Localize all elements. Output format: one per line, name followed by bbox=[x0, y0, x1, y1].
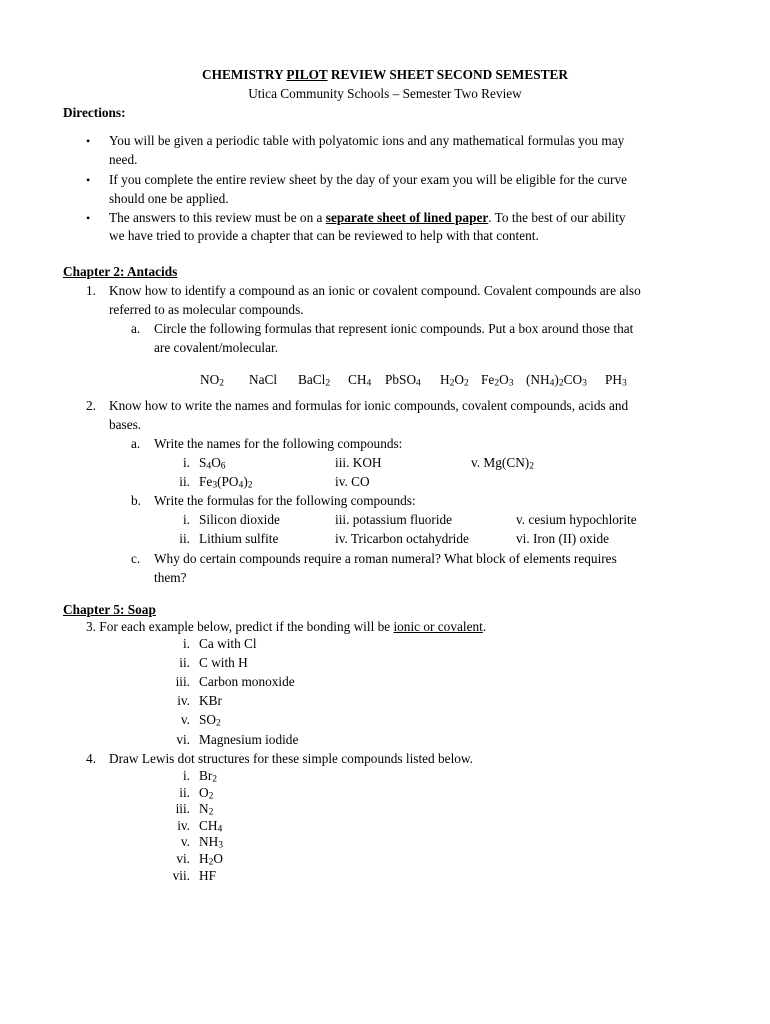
formula-ch4: $CH_4$ bbox=[348, 372, 372, 389]
q1a-label: a. bbox=[131, 321, 141, 336]
bullet-icon: • bbox=[86, 173, 91, 187]
q3-item: Ca with Cl bbox=[199, 636, 257, 651]
q1-line-1: Know how to identify a compound as an ionic or covalent compound. Covalent compounds are also bbox=[109, 283, 641, 298]
lined-paper-emphasis: separate sheet of lined paper bbox=[325, 210, 489, 225]
q4-item-number: v. bbox=[180, 834, 190, 849]
formula-no2: $NO_2$ bbox=[200, 372, 224, 389]
formula-nacl: NaCl bbox=[249, 372, 278, 387]
q2a-label: a. bbox=[131, 436, 141, 451]
formula-nh4-2co3: $(NH_4)_2CO_3$ bbox=[526, 372, 587, 389]
direction-1-line-2: need. bbox=[109, 152, 138, 167]
direction-1-line-1: You will be given a periodic table with polyatomic ions and any mathematical formulas you may bbox=[109, 133, 625, 148]
page-title bbox=[0, 68, 770, 81]
q3-item: C with H bbox=[199, 655, 248, 670]
q4-item: $NH_3$ bbox=[199, 834, 223, 851]
q4-item-number: iv. bbox=[177, 818, 190, 833]
q3-item: Carbon monoxide bbox=[199, 674, 295, 689]
q2a-ii-fe3po42: $Fe_3(PO_4)_2$ bbox=[199, 474, 253, 491]
q2c-line-2: them? bbox=[154, 570, 187, 585]
formula-ph3: $PH_3$ bbox=[605, 372, 627, 389]
q2a-v-mgcn2: v. $Mg(CN)_2$ bbox=[471, 455, 535, 472]
q2-line-1: Know how to write the names and formulas for ionic compounds, covalent compounds, acids and bbox=[109, 398, 629, 413]
chapter-2-heading: Chapter 2: Antacids bbox=[63, 264, 178, 279]
q3-item-number: i. bbox=[182, 636, 190, 651]
q2b-iii-text: iii. potassium fluoride bbox=[335, 512, 453, 527]
direction-2-line-1: If you complete the entire review sheet by the day of your exam you will be eligible for the curve bbox=[109, 172, 628, 187]
title-part: REVIEW SHEET SECOND SEMESTER bbox=[327, 67, 568, 82]
q2b-vi-text: vi. Iron (II) oxide bbox=[516, 531, 610, 546]
direction-3-line-1 bbox=[109, 211, 626, 224]
q3-item: KBr bbox=[199, 693, 222, 708]
q2a-i-number: i. bbox=[182, 455, 190, 470]
q2-number: 2. bbox=[86, 398, 96, 413]
title-part: CHEMISTRY bbox=[202, 67, 287, 82]
q3-item-number: iii. bbox=[175, 674, 190, 689]
q2-line-2: bases. bbox=[109, 417, 142, 432]
q4-item: $Br_2$ bbox=[199, 768, 218, 785]
direction-3-text: . To the best of our ability bbox=[488, 210, 626, 225]
direction-2-line-2: should one be applied. bbox=[109, 191, 229, 206]
bullet-icon: • bbox=[86, 134, 91, 148]
q3-text-part: 3. For each example below, predict if the bonding will be bbox=[86, 619, 394, 634]
direction-3-text: The answers to this review must be on a bbox=[109, 210, 326, 225]
q2b-v-text: v. cesium hypochlorite bbox=[516, 512, 637, 527]
q4-item-number: iii. bbox=[175, 801, 190, 816]
q2c-line-1: Why do certain compounds require a roman numeral? What block of elements requires bbox=[154, 551, 617, 566]
q2b-label: b. bbox=[131, 493, 141, 508]
q3-text bbox=[86, 620, 486, 633]
q2b-text: Write the formulas for the following compounds: bbox=[154, 493, 416, 508]
q3-item: $SO_2$ bbox=[199, 712, 221, 729]
direction-3-line-2: we have tried to provide a chapter that can be reviewed to help with that content. bbox=[109, 228, 539, 243]
q2b-i-number: i. bbox=[182, 512, 190, 527]
q1-number: 1. bbox=[86, 283, 96, 298]
q2a-text: Write the names for the following compounds: bbox=[154, 436, 403, 451]
q4-number: 4. bbox=[86, 751, 96, 766]
title-pilot: PILOT bbox=[286, 67, 328, 82]
q4-item: $N_2$ bbox=[199, 801, 214, 818]
q2a-ii-number: ii. bbox=[179, 474, 190, 489]
page-subtitle: Utica Community Schools – Semester Two Review bbox=[248, 86, 522, 101]
q2b-iv-text: iv. Tricarbon octahydride bbox=[335, 531, 469, 546]
formula-fe2o3: $Fe_2O_3$ bbox=[481, 372, 514, 389]
formula-h2o2: $H_2O_2$ bbox=[440, 372, 469, 389]
chapter-5-heading: Chapter 5: Soap bbox=[63, 602, 156, 617]
q3-item-number: vi. bbox=[176, 732, 190, 747]
q4-item-number: i. bbox=[182, 768, 190, 783]
q3-item-number: v. bbox=[180, 712, 190, 727]
q4-item-number: ii. bbox=[179, 785, 190, 800]
q2c-label: c. bbox=[131, 551, 141, 566]
q2a-iv-co: iv. CO bbox=[335, 474, 370, 489]
formula-pbso4: PbSO$_4$ bbox=[385, 372, 421, 389]
q1-line-2: referred to as molecular compounds. bbox=[109, 302, 304, 317]
formula-bacl2: BaCl$_2$ bbox=[298, 372, 331, 389]
q4-item-number: vi. bbox=[176, 851, 190, 866]
q4-text: Draw Lewis dot structures for these simple compounds listed below. bbox=[109, 751, 473, 766]
q4-item: $CH_4$ bbox=[199, 818, 223, 835]
q1a-line-1: Circle the following formulas that represent ionic compounds. Put a box around those that bbox=[154, 321, 634, 336]
q3-item: Magnesium iodide bbox=[199, 732, 299, 747]
q3-item-number: iv. bbox=[177, 693, 190, 708]
q4-item: $H_2O$ bbox=[199, 851, 223, 868]
q2b-ii-text: Lithium sulfite bbox=[199, 531, 279, 546]
bullet-icon: • bbox=[86, 211, 91, 225]
ionic-or-covalent-emphasis: ionic or covalent bbox=[393, 619, 483, 634]
q2a-iii-koh: iii. KOH bbox=[335, 455, 382, 470]
q3-item-number: ii. bbox=[179, 655, 190, 670]
directions-heading: Directions: bbox=[63, 105, 126, 120]
q4-item-number: vii. bbox=[172, 868, 190, 883]
q2a-i-s4o6: $S_4O_6$ bbox=[199, 455, 226, 472]
q4-item: HF bbox=[199, 868, 216, 883]
q2b-ii-number: ii. bbox=[179, 531, 190, 546]
q3-text-part: . bbox=[482, 619, 487, 634]
q4-item: $O_2$ bbox=[199, 785, 214, 802]
q2b-i-text: Silicon dioxide bbox=[199, 512, 280, 527]
q1a-line-2: are covalent/molecular. bbox=[154, 340, 279, 355]
